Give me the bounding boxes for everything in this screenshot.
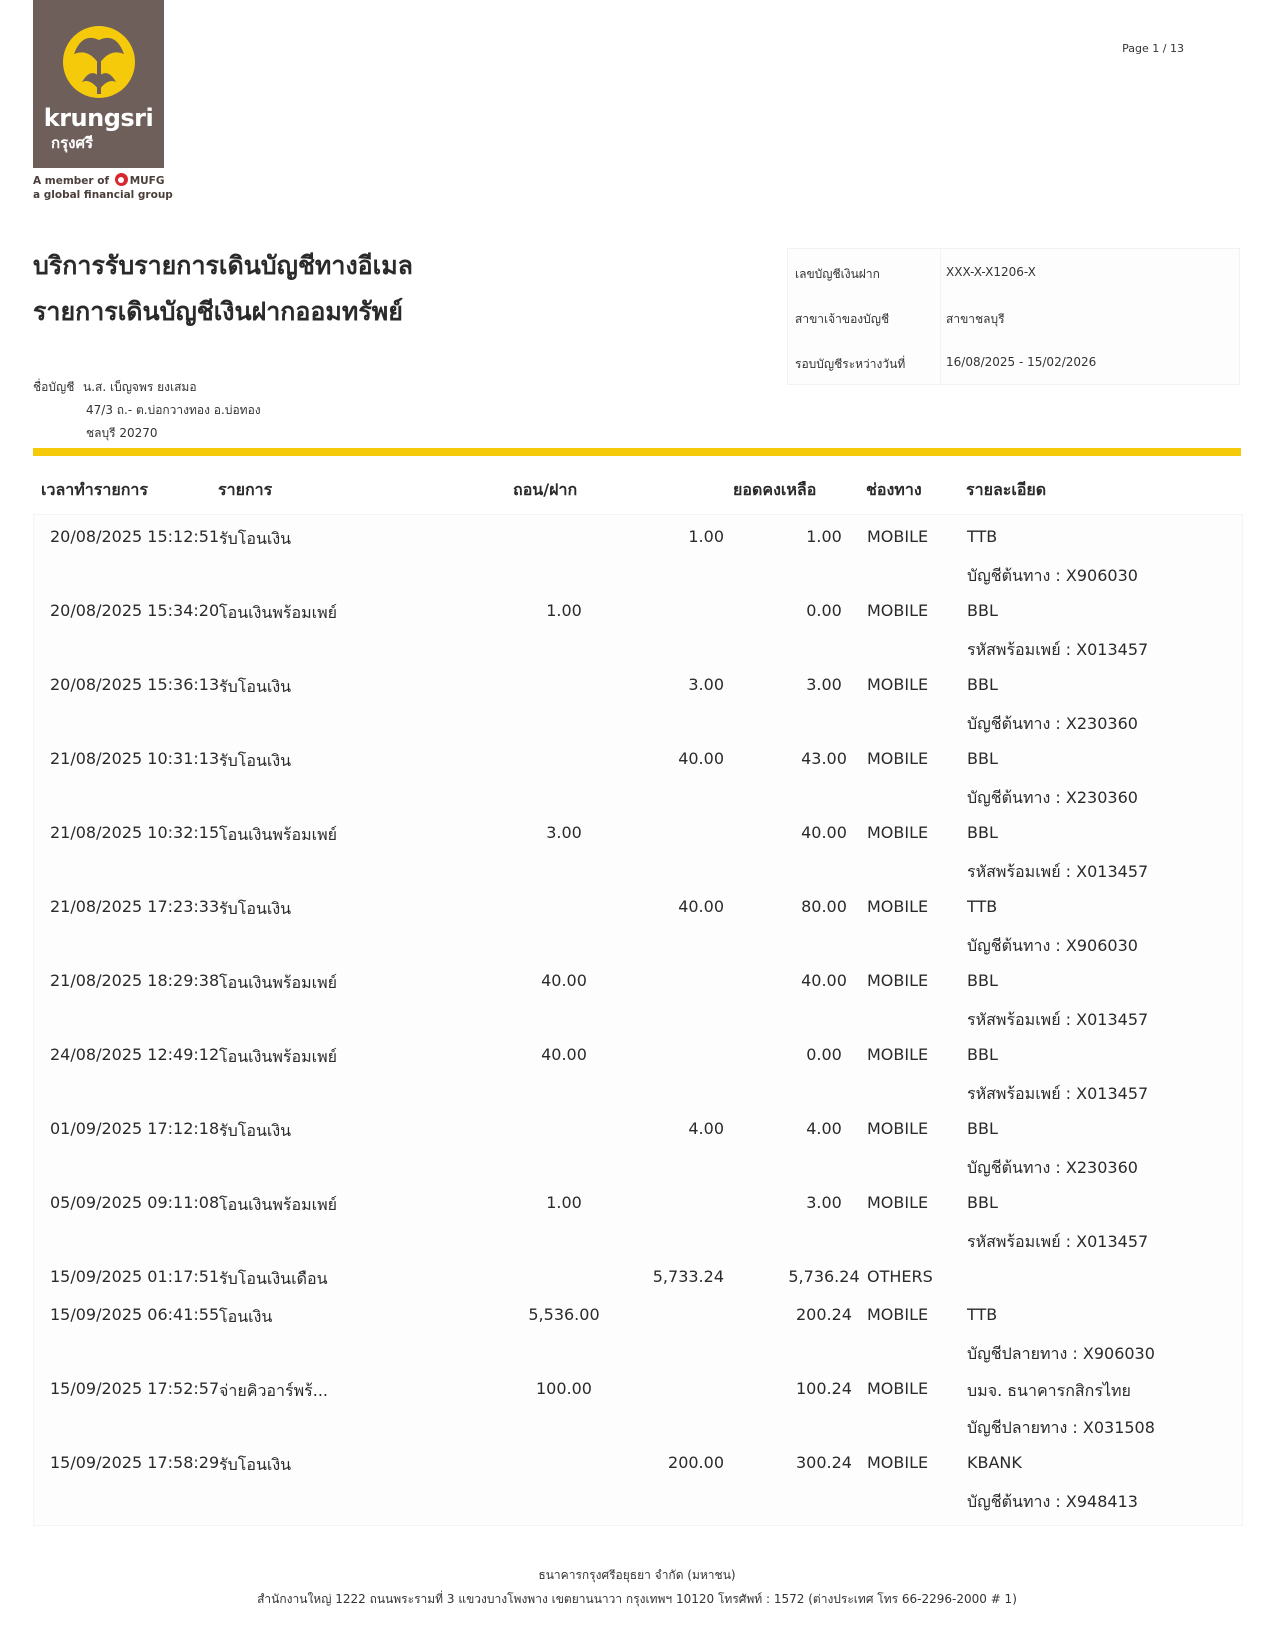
- member-tagline: a global financial group: [33, 189, 173, 201]
- row-detail-account: บัญชีปลายทาง : X906030: [967, 1344, 1155, 1363]
- row-detail-account: รหัสพร้อมเพย์ : X013457: [967, 1084, 1149, 1103]
- account-holder: [33, 376, 261, 445]
- row-detail-account: บัญชีปลายทาง : X031508: [967, 1418, 1155, 1437]
- table-row: [34, 663, 1242, 737]
- row-channel: MOBILE: [867, 527, 929, 546]
- row-description: รับโอนเงิน: [219, 751, 292, 770]
- table-row: [34, 737, 1242, 811]
- row-channel: MOBILE: [867, 1045, 929, 1064]
- row-time: 21/08/2025 17:23:33: [50, 897, 220, 916]
- table-row: [34, 515, 1242, 589]
- row-balance: 300.24: [796, 1453, 852, 1472]
- row-detail-bank: BBL: [967, 675, 998, 694]
- table-header: [33, 470, 1241, 512]
- row-deposit: 3.00: [688, 675, 724, 694]
- info-label: สาขาเจ้าของบัญชี: [795, 312, 890, 326]
- address-line-2: ชลบุรี 20270: [86, 426, 158, 440]
- row-detail-account: บัญชีต้นทาง : X906030: [967, 936, 1138, 955]
- table-row: [34, 885, 1242, 959]
- footer-address: สำนักงานใหญ่ 1222 ถนนพระรามที่ 3 แขวงบางโพงพาง เขตยานนาวา กรุงเทพฯ 10120 โทรศัพท์ : 1572 (ต่างประเทศ โทร 66-2296-2000 # 1): [257, 1592, 1017, 1606]
- row-time: 15/09/2025 01:17:51: [50, 1267, 220, 1286]
- row-balance: 80.00: [801, 897, 847, 916]
- row-detail-bank: TTB: [967, 527, 998, 546]
- info-divider: [940, 249, 941, 384]
- table-row: [34, 1441, 1242, 1515]
- row-deposit: 200.00: [668, 1453, 724, 1472]
- row-channel: MOBILE: [867, 601, 929, 620]
- row-detail-bank: TTB: [967, 1305, 998, 1324]
- page-number: Page 1 / 13: [1122, 42, 1184, 55]
- row-time: 15/09/2025 06:41:55: [50, 1305, 220, 1324]
- row-description: โอนเงินพร้อมเพย์: [219, 1195, 338, 1214]
- row-channel: MOBILE: [867, 675, 929, 694]
- info-value: XXX-X-X1206-X: [946, 265, 1036, 279]
- krungsri-logo: [33, 0, 164, 168]
- row-description: รับโอนเงิน: [219, 1455, 292, 1474]
- row-detail-bank: BBL: [967, 971, 998, 990]
- row-time: 24/08/2025 12:49:12: [50, 1045, 220, 1064]
- header-detail: รายละเอียด: [966, 480, 1047, 499]
- row-detail-account: บัญชีต้นทาง : X230360: [967, 788, 1138, 807]
- header-time: เวลาทำรายการ: [41, 480, 148, 499]
- row-balance: 1.00: [806, 527, 842, 546]
- account-info-box: [787, 248, 1240, 385]
- row-channel: MOBILE: [867, 1119, 929, 1138]
- row-balance: 43.00: [801, 749, 847, 768]
- row-deposit: 1.00: [688, 527, 724, 546]
- service-title: บริการรับรายการเดินบัญชีทางอีเมล: [33, 251, 414, 280]
- row-withdrawal: 40.00: [541, 1045, 587, 1064]
- row-channel: OTHERS: [867, 1267, 933, 1286]
- row-time: 20/08/2025 15:36:13: [50, 675, 220, 694]
- footer-bank-name: ธนาคารกรุงศรีอยุธยา จำกัด (มหาชน): [538, 1568, 736, 1582]
- row-detail-account: รหัสพร้อมเพย์ : X013457: [967, 862, 1149, 881]
- row-description: รับโอนเงินเดือน: [219, 1269, 328, 1288]
- row-time: 20/08/2025 15:12:51: [50, 527, 220, 546]
- row-channel: MOBILE: [867, 971, 929, 990]
- table-row: [34, 959, 1242, 1033]
- table-row: [34, 1181, 1242, 1255]
- row-detail-bank: TTB: [967, 897, 998, 916]
- row-description: จ่ายคิวอาร์พร้...: [219, 1381, 329, 1400]
- row-time: 05/09/2025 09:11:08: [50, 1193, 220, 1212]
- row-withdrawal: 3.00: [546, 823, 582, 842]
- row-withdrawal: 1.00: [546, 601, 582, 620]
- row-description: โอนเงินพร้อมเพย์: [219, 1047, 338, 1066]
- row-detail-bank: บมจ. ธนาคารกสิกรไทย: [967, 1381, 1131, 1400]
- row-detail-account: บัญชีต้นทาง : X230360: [967, 714, 1138, 733]
- row-detail-account: รหัสพร้อมเพย์ : X013457: [967, 1010, 1149, 1029]
- row-description: โอนเงินพร้อมเพย์: [219, 603, 338, 622]
- divider-bar: [33, 448, 1241, 456]
- row-deposit: 40.00: [678, 749, 724, 768]
- header-description: รายการ: [218, 480, 273, 499]
- row-detail-account: บัญชีต้นทาง : X230360: [967, 1158, 1138, 1177]
- info-value: สาขาชลบุรี: [946, 312, 1005, 326]
- info-value: 16/08/2025 - 15/02/2026: [946, 355, 1097, 369]
- row-channel: MOBILE: [867, 1193, 929, 1212]
- row-description: โอนเงินพร้อมเพย์: [219, 973, 338, 992]
- statement-title: รายการเดินบัญชีเงินฝากออมทรัพย์: [33, 297, 403, 326]
- table-row: [34, 1033, 1242, 1107]
- row-time: 15/09/2025 17:52:57: [50, 1379, 220, 1398]
- row-detail-account: บัญชีต้นทาง : X906030: [967, 566, 1138, 585]
- member-prefix: A member of: [33, 175, 110, 187]
- row-description: รับโอนเงิน: [219, 529, 292, 548]
- row-description: โอนเงิน: [219, 1307, 273, 1326]
- account-name: น.ส. เบ็ญจพร ยงเสมอ: [83, 380, 197, 394]
- table-row: [34, 811, 1242, 885]
- krungsri-emblem-icon: [60, 24, 138, 100]
- member-brand: MUFG: [129, 175, 165, 187]
- row-detail-bank: BBL: [967, 601, 998, 620]
- row-detail-account: รหัสพร้อมเพย์ : X013457: [967, 640, 1149, 659]
- account-name-label: ชื่อบัญชี: [33, 380, 75, 394]
- row-withdrawal: 40.00: [541, 971, 587, 990]
- row-detail-account: บัญชีต้นทาง : X948413: [967, 1492, 1138, 1511]
- table-row: [34, 1107, 1242, 1181]
- row-time: 21/08/2025 18:29:38: [50, 971, 220, 990]
- row-balance: 40.00: [801, 971, 847, 990]
- row-balance: 0.00: [806, 601, 842, 620]
- row-description: โอนเงินพร้อมเพย์: [219, 825, 338, 844]
- transaction-table: [33, 514, 1243, 1526]
- row-channel: MOBILE: [867, 897, 929, 916]
- row-time: 21/08/2025 10:31:13: [50, 749, 220, 768]
- row-deposit: 40.00: [678, 897, 724, 916]
- table-row: [34, 1367, 1242, 1441]
- logo-name-en: krungsri: [43, 104, 154, 132]
- header-balance: ยอดคงเหลือ: [733, 480, 817, 499]
- row-withdrawal: 100.00: [536, 1379, 592, 1398]
- row-description: รับโอนเงิน: [219, 677, 292, 696]
- row-description: รับโอนเงิน: [219, 899, 292, 918]
- row-time: 15/09/2025 17:58:29: [50, 1453, 220, 1472]
- row-detail-bank: BBL: [967, 1045, 998, 1064]
- logo-member-line: [33, 173, 173, 202]
- info-label: รอบบัญชีระหว่างวันที่: [795, 357, 906, 371]
- row-channel: MOBILE: [867, 749, 929, 768]
- row-detail-bank: BBL: [967, 823, 998, 842]
- row-channel: MOBILE: [867, 823, 929, 842]
- header-withdraw-deposit: ถอน/ฝาก: [513, 480, 578, 499]
- row-balance: 3.00: [806, 675, 842, 694]
- row-balance: 0.00: [806, 1045, 842, 1064]
- row-withdrawal: 5,536.00: [528, 1305, 600, 1324]
- row-detail-bank: BBL: [967, 749, 998, 768]
- table-row: [34, 1293, 1242, 1367]
- table-row: [34, 589, 1242, 663]
- row-detail-bank: BBL: [967, 1119, 998, 1138]
- info-label: เลขบัญชีเงินฝาก: [795, 267, 880, 281]
- row-deposit: 5,733.24: [652, 1267, 724, 1286]
- address-line-1: 47/3 ถ.- ต.บ่อกวางทอง อ.บ่อทอง: [86, 403, 261, 417]
- row-balance: 40.00: [801, 823, 847, 842]
- header-channel: ช่องทาง: [866, 480, 922, 499]
- row-balance: 100.24: [796, 1379, 852, 1398]
- row-description: รับโอนเงิน: [219, 1121, 292, 1140]
- logo-name-th: กรุงศรี: [51, 134, 94, 152]
- row-time: 21/08/2025 10:32:15: [50, 823, 220, 842]
- row-channel: MOBILE: [867, 1379, 929, 1398]
- row-balance: 4.00: [806, 1119, 842, 1138]
- row-time: 20/08/2025 15:34:20: [50, 601, 220, 620]
- row-detail-bank: BBL: [967, 1193, 998, 1212]
- row-detail-bank: KBANK: [967, 1453, 1022, 1472]
- row-deposit: 4.00: [688, 1119, 724, 1138]
- row-channel: MOBILE: [867, 1453, 929, 1472]
- row-balance: 5,736.24: [788, 1267, 860, 1286]
- row-channel: MOBILE: [867, 1305, 929, 1324]
- row-withdrawal: 1.00: [546, 1193, 582, 1212]
- row-balance: 200.24: [796, 1305, 852, 1324]
- row-time: 01/09/2025 17:12:18: [50, 1119, 220, 1138]
- row-detail-account: รหัสพร้อมเพย์ : X013457: [967, 1232, 1149, 1251]
- row-balance: 3.00: [806, 1193, 842, 1212]
- mufg-logo-icon: [115, 173, 128, 186]
